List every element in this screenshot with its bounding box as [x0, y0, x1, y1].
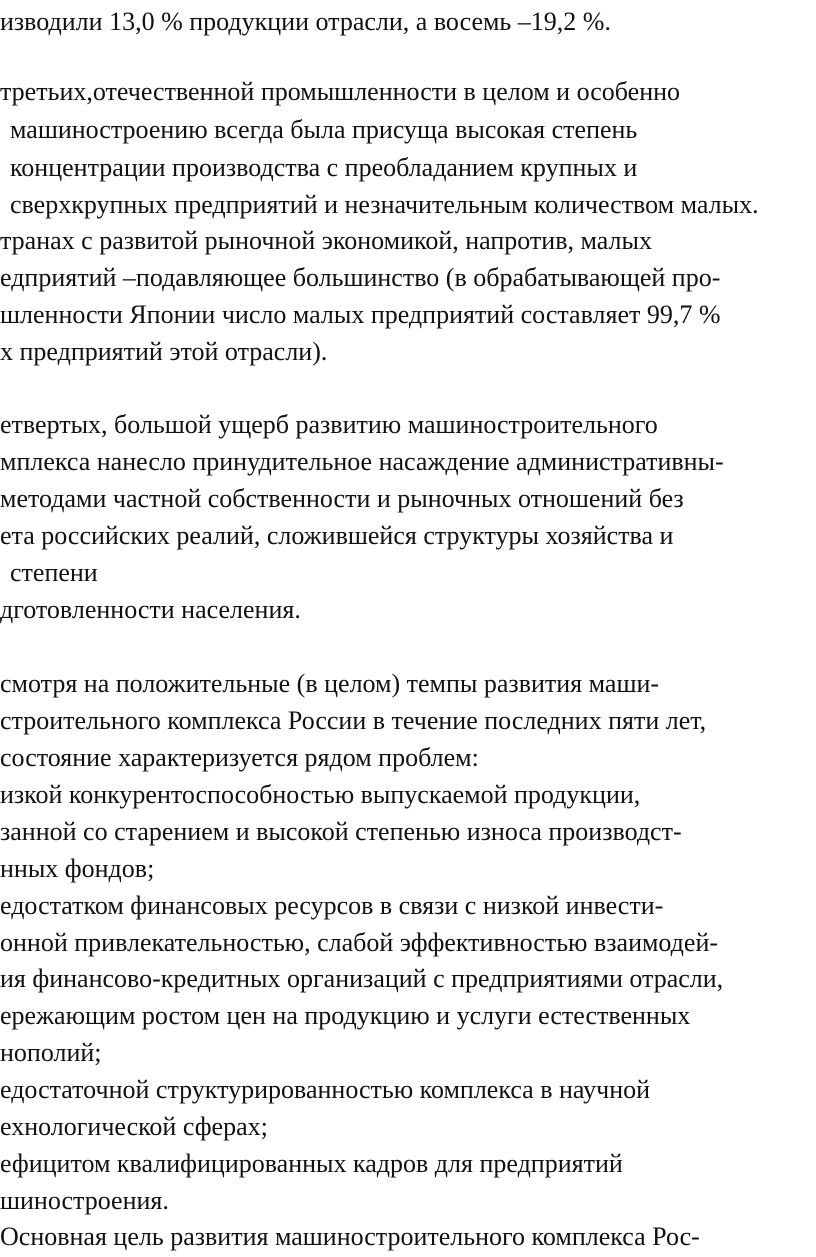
- text-line: етвертых, большой ущерб развитию машиностроительного: [0, 410, 658, 439]
- text-line: онной привлекательностью, слабой эффективностью взаимодей-: [0, 928, 719, 957]
- text-line: смотря на положительные (в целом) темпы развития маши-: [0, 669, 660, 698]
- text-line: ережающим ростом цен на продукцию и услуги естественных: [0, 1001, 691, 1030]
- text-line: сверхкрупных предприятий и незначительным количеством малых.: [10, 190, 759, 219]
- text-line: строительного комплекса России в течение последних пяти лет,: [0, 706, 707, 735]
- text-line: нополий;: [0, 1038, 102, 1067]
- text-line: шленности Японии число малых предприятий составляет 99,7 %: [0, 300, 721, 329]
- text-line: х предприятий этой отрасли).: [0, 337, 328, 366]
- text-line: дготовленности населения.: [0, 595, 301, 624]
- text-line: занной со старением и высокой степенью износа производст-: [0, 817, 682, 846]
- text-line: мплекса нанесло принудительное насаждение административны-: [0, 447, 724, 476]
- text-line: ета российских реалий, сложившейся структуры хозяйства и: [0, 521, 674, 550]
- text-line: третьих,отечественной промышленности в целом и особенно: [0, 77, 681, 106]
- text-line: Основная цель развития машиностроительного комплекса Рос-: [0, 1222, 700, 1251]
- text-line: ефицитом квалифицированных кадров для предприятий: [0, 1149, 623, 1178]
- text-line: нных фондов;: [0, 854, 155, 883]
- text-line: состояние характеризуется рядом проблем:: [0, 743, 479, 772]
- text-line: шиностроения.: [0, 1186, 169, 1215]
- text-line: ехнологической сферах;: [0, 1112, 268, 1141]
- text-line: изкой конкурентоспособностью выпускаемой продукции,: [0, 780, 641, 809]
- text-line: изводили 13,0 % продукции отрасли, а восемь –19,2 %.: [0, 7, 611, 36]
- text-line: транах с развитой рыночной экономикой, напротив, малых: [0, 226, 652, 255]
- text-line: концентрации производства с преобладанием крупных и: [10, 153, 638, 182]
- text-line: степени: [10, 558, 98, 587]
- text-line: едостаточной структурированностью комплекса в научной: [0, 1075, 651, 1104]
- text-line: машиностроению всегда была присуща высокая степень: [10, 115, 638, 144]
- text-line: методами частной собственности и рыночных отношений без: [0, 484, 684, 513]
- text-line: едприятий –подавляющее большинство (в обрабатывающей про-: [0, 263, 721, 292]
- text-line: ия финансово-кредитных организаций с предприятиями отрасли,: [0, 964, 724, 993]
- text-line: едостатком финансовых ресурсов в связи с низкой инвести-: [0, 891, 664, 920]
